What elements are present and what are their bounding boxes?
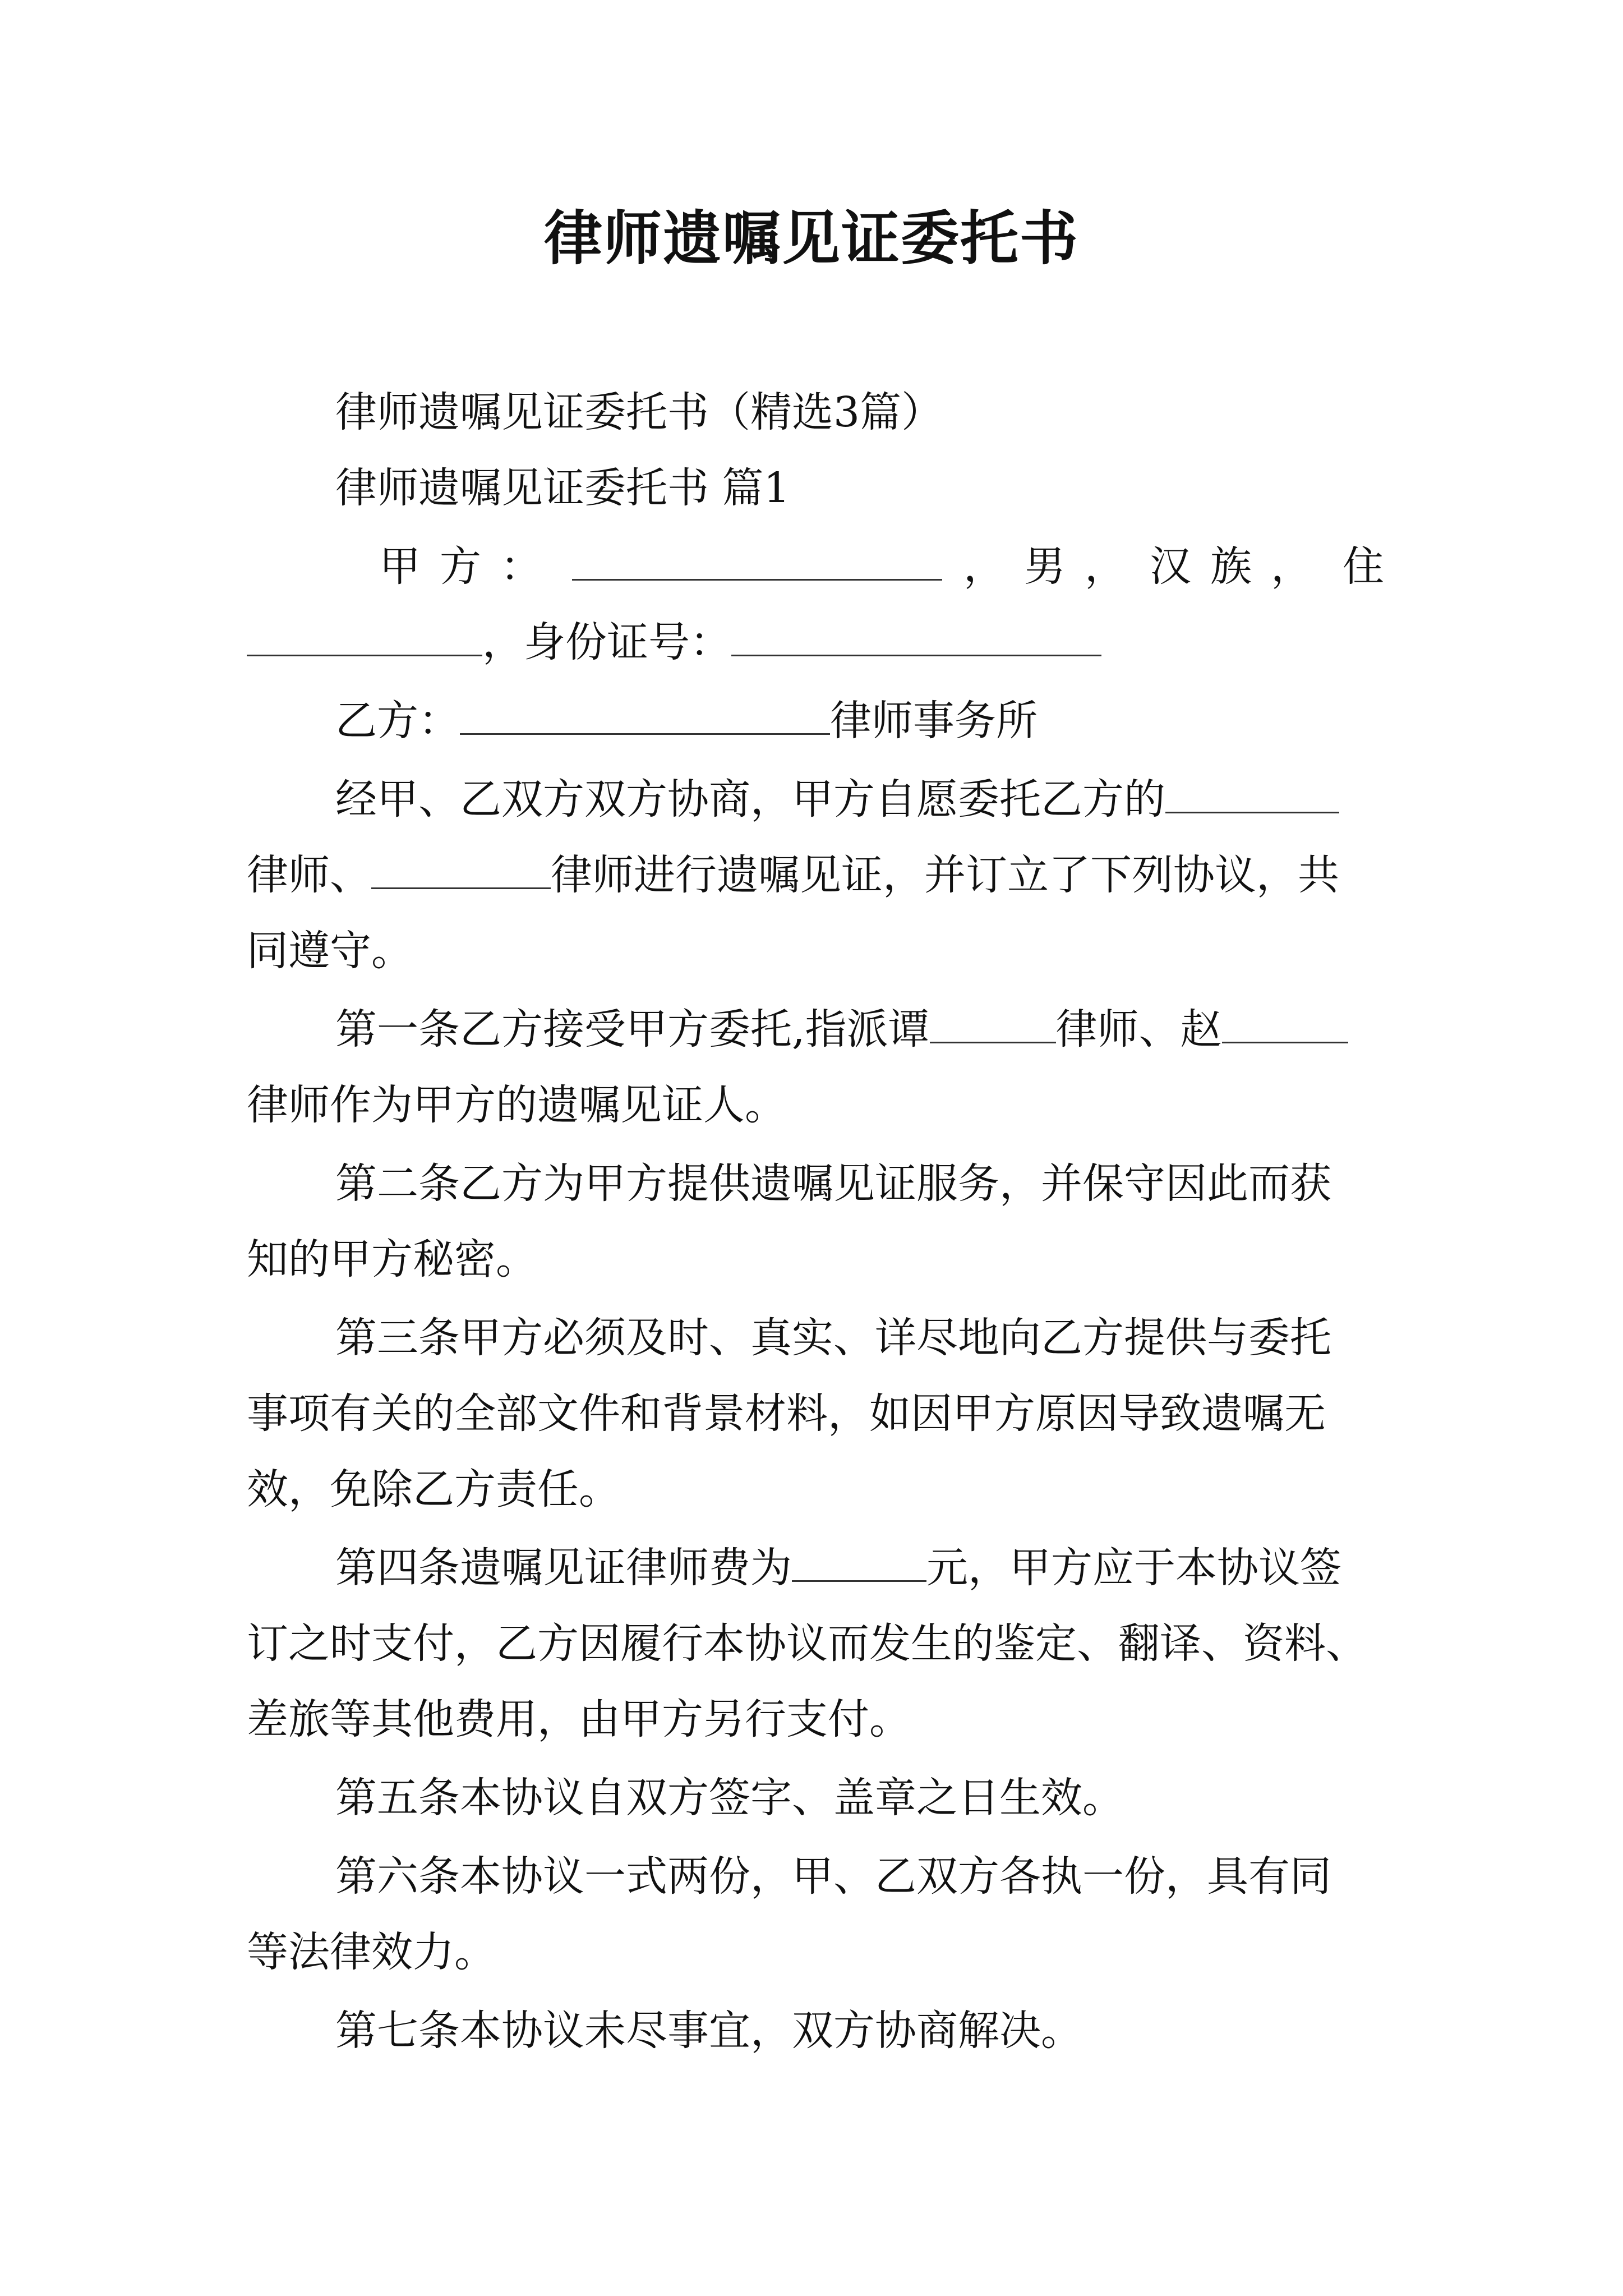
party-a-line-2: [247, 614, 1391, 670]
article-1-lawyer-zhao-blank[interactable]: [1222, 1004, 1348, 1043]
article-4-line-2: 订之时支付，乙方因履行本协议而发生的鉴定、翻译、资料、: [247, 1619, 1367, 1668]
article-6-line-2: 等法律效力。: [247, 1928, 496, 1976]
party-a-ethnicity: 汉族，: [1150, 542, 1331, 591]
article-1-text-2: 律师、赵: [1055, 1005, 1222, 1053]
article-3-line-3: 效，免除乙方责任。: [247, 1465, 620, 1513]
document-title: 律师遗嘱见证委托书: [543, 204, 1079, 273]
article-4-line-3: 差旅等其他费用，由甲方另行支付。: [247, 1695, 911, 1743]
article-1-text-1: 第一条乙方接受甲方委托,指派谭: [335, 1005, 930, 1053]
intro-line-3: 同遵守。: [247, 927, 413, 975]
article-1-lawyer-tan-blank[interactable]: [930, 1004, 1056, 1043]
party-a-id-blank[interactable]: [731, 616, 1101, 656]
section-heading: 律师遗嘱见证委托书 篇1: [335, 464, 790, 512]
party-b-line: [335, 693, 1390, 749]
intro-line-2: [247, 847, 1391, 903]
article-4-fee-blank[interactable]: [792, 1542, 926, 1582]
article-1-line-1: [335, 1001, 1390, 1057]
party-a-address-blank[interactable]: [247, 616, 482, 656]
article-4-text-1: 第四条遗嘱见证律师费为: [335, 1544, 792, 1592]
intro-text-2: 律师、: [247, 851, 371, 899]
article-6-line-1: 第六条本协议一式两份，甲、乙双方各执一份，具有同: [335, 1852, 1331, 1901]
party-a-id-label: ，身份证号：: [482, 618, 731, 666]
article-4-text-2: 元，甲方应于本协议签: [926, 1544, 1341, 1592]
party-a-line: [335, 539, 1390, 595]
intro-text-1: 经甲、乙双方双方协商，甲方自愿委托乙方的: [335, 775, 1165, 823]
intro-lawyer2-blank[interactable]: [371, 849, 551, 889]
article-1-line-2: 律师作为甲方的遗嘱见证人。: [247, 1081, 786, 1129]
party-a-residence-label: 住: [1343, 542, 1384, 591]
party-b-firm-blank[interactable]: [460, 695, 830, 735]
article-2-line-1: 第二条乙方为甲方提供遗嘱见证服务，并保守因此而获: [335, 1159, 1331, 1208]
article-3-line-2: 事项有关的全部文件和背景材料，如因甲方原因导致遗嘱无: [247, 1389, 1326, 1438]
intro-text-3: 律师进行遗嘱见证，并订立了下列协议，共: [551, 851, 1339, 899]
intro-line-1: [335, 771, 1390, 827]
party-b-firm-suffix: 律师事务所: [830, 697, 1038, 745]
article-3-line-1: 第三条甲方必须及时、真实、详尽地向乙方提供与委托: [335, 1314, 1331, 1362]
party-b-label: 乙方：: [335, 697, 460, 745]
article-4-line-1: [335, 1540, 1390, 1596]
party-a-label: 甲方：: [379, 542, 561, 591]
article-2-line-2: 知的甲方秘密。: [247, 1235, 537, 1283]
party-a-name-blank[interactable]: [572, 541, 942, 581]
subtitle: 律师遗嘱见证委托书（精选3篇）: [335, 388, 943, 436]
party-a-gender: ，男，: [963, 542, 1145, 591]
article-7: 第七条本协议未尽事宜，双方协商解决。: [335, 2007, 1082, 2055]
intro-lawyer1-blank[interactable]: [1165, 774, 1339, 813]
article-5: 第五条本协议自双方签字、盖章之日生效。: [335, 1774, 1124, 1822]
